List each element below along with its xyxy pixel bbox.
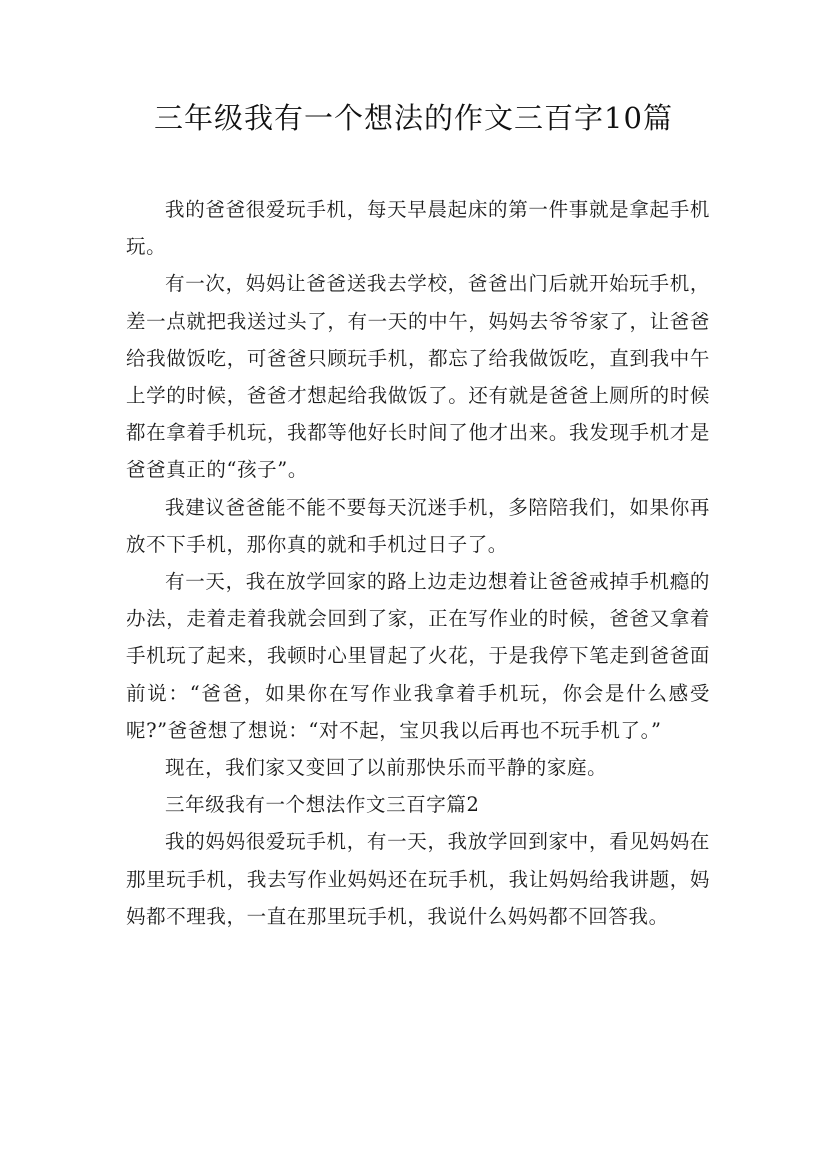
paragraph-1: 我的爸爸很爱玩手机，每天早晨起床的第一件事就是拿起手机玩。 [126, 198, 710, 259]
paragraph-5: 现在，我们家又变回了以前那快乐而平静的家庭。 [165, 756, 608, 780]
paragraph-6: 我的妈妈很爱玩手机，有一天，我放学回到家中，看见妈妈在那里玩手机，我去写作业妈妈还在玩手机，我让妈妈给我讲题，妈妈都不理我，一直在那里玩手机，我说什么妈妈都不回答我。 [126, 830, 710, 928]
paragraph-2: 有一次，妈妈让爸爸送我去学校，爸爸出门后就开始玩手机，差一点就把我送过头了，有一天的中午，妈妈去爷爷家了，让爸爸给我做饭吃，可爸爸只顾玩手机，都忘了给我做饭吃，直到我中午上学的时候，爸爸才想起给我做饭了。还有就是爸爸上厕所的时候都在拿着手机玩，我都等他好长时间了他才出来。我发现手机才是爸爸真正的“孩子”。 [126, 272, 710, 482]
paragraph-3: 我建议爸爸能不能不要每天沉迷手机，多陪陪我们，如果你再放不下手机，那你真的就和手机过日子了。 [126, 495, 710, 556]
document-title: 三年级我有一个想法的作文三百字10篇 [154, 101, 673, 135]
document-body [126, 191, 710, 935]
paragraph-4: 有一天，我在放学回家的路上边走边想着让爸爸戒掉手机瘾的办法，走着走着我就会回到了家，正在写作业的时候，爸爸又拿着手机玩了起来，我顿时心里冒起了火花，于是我停下笔走到爸爸面前说：“爸爸，如果你在写作业我拿着手机玩，你会是什么感受呢?”爸爸想了想说：“对不起，宝贝我以后再也不玩手机了。” [126, 570, 710, 742]
section-heading-2: 三年级我有一个想法作文三百字篇2 [165, 793, 480, 817]
